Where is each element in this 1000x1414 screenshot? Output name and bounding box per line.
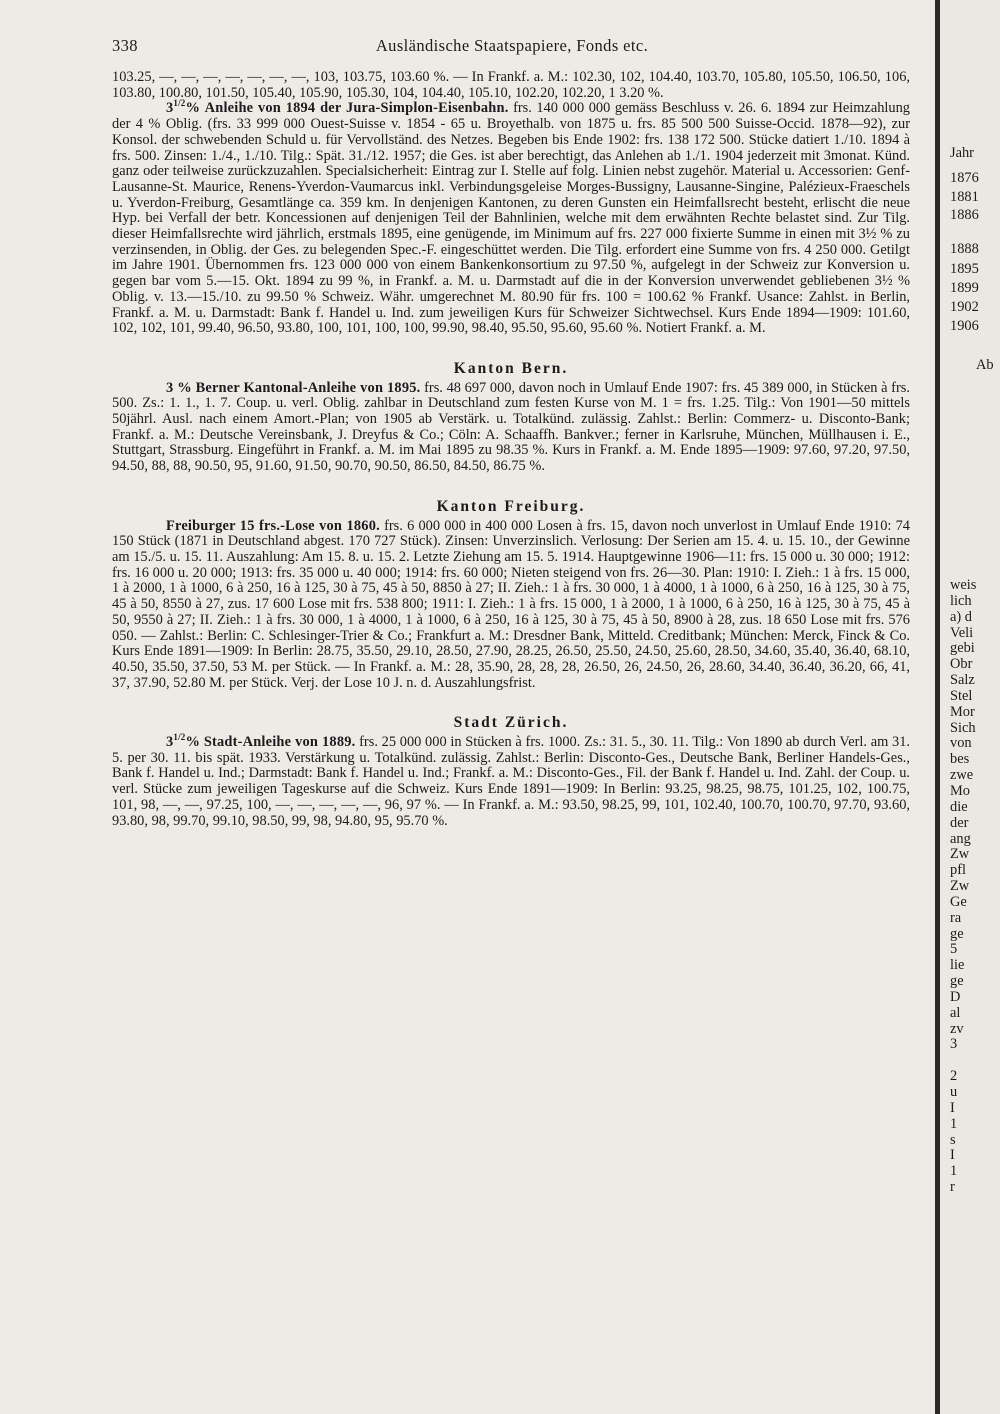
margin-fragment: Mor [950, 703, 975, 720]
intro-paragraph: 103.25, —, —, —, —, —, —, —, 103, 103.75, 103.60 %. — In Frankf. a. M.: 102.30, 102, 104.40, 103.70, 105.80, 105.50, 106.50, 106, 103.80, 100.80, 101.50, 105.40, 105.90, 105.30, 104, 104.40, 105.10, 102.20, 102.20, 1 3.20 %. [112, 69, 910, 101]
margin-fragment: Zw [950, 878, 970, 895]
margin-fragment: u [950, 1084, 958, 1100]
bern-prefix: 3 % [166, 379, 192, 396]
margin-fragment: al [950, 1004, 961, 1021]
bern-title: Berner Kantonal-Anleihe von 1895. [195, 379, 421, 396]
margin-ab: Ab [976, 357, 994, 373]
freiburg-text: frs. 6 000 000 in 400 000 Losen à frs. 15, davon noch unverlost in Umlauf Ende 1910: 74 150 Stück (1871 in Deutschland abgest. 170 727 Stück). Zinsen: Unverzinslich. Verlosung: Der Serien am 15. 4. u. 15. 10., der Gewinne am 15./5. u. 15. 11. Auszahlung: Am 15. 8. u. 15. 2. Letzte Ziehung am 15. 5. 1914. Hauptgewinne 1906—11: frs. 15 000 u. 30 000; 1912: frs. 16 000 u. 20 000; 1913: frs. 35 000 u. 40 000; 1914: frs. 60 000; Nieten steigend von frs. 26—30. Plan: 1910: I. Zieh.: 1 à frs. 15 000, 1 à 2000, 1 à 1000, 6 à 250, 16 à 125, 30 à 75, 45 à 50, 8850 à 27; II. Zieh.: 1 à frs. 30 000, 1 à 4000, 1 à 1000, 6 à 250, 16 à 125, 30 à 75, 45 à 50, 8550 à 27, zus. 17 600 Lose mit frs. 538 800; 1911: I. Zieh.: 1 à frs. 15 000, 1 à 2000, 1 à 1000, 6 à 250, 16 à 125, 30 à 75, 45 à 50, 9550 à 27; II. Zieh.: 1 à frs. 30 000, 1 à 4000, 1 à 1000, 6 à 250, 16 à 125, 30 à 75, 45 à 50, 8900 à 28, zus. 18 650 Lose mit frs. 576 050. — Zahlst.: Berlin: C. Schlesinger-Trier & Co.; Frankfurt a. M.: Dresdner Bank, Mitteld. Creditbank; München: Merck, Finck & Co. Kurs Ende 1891—1909: In Berlin: 28.75, 35.50, 29.10, 28.50, 27.90, 28.25, 26.50, 25.50, 24.50, 25.60, 28.50, 34.60, 35.40, 36.40, 68.10, 40.50, 35.50, 37.50, 53 M. per Stück. — In Frankf. a. M.: 28, 35.90, 28, 28, 28, 26.50, 26, 24.50, 26, 28.60, 34.40, 36.40, 36.20, 66, 41, 37, 37.90, 52.80 M. per Stück. Verj. der Lose 10 J. n. d. Auszahlungsfrist. [112, 517, 910, 691]
margin-fragment: I [950, 1099, 955, 1116]
margin-fragment: bes [950, 751, 970, 768]
margin-fragment: die [950, 798, 968, 815]
adjacent-page-fragment [946, 0, 1000, 1414]
margin-fragment: Stel [950, 687, 973, 704]
margin-fragment: r [950, 1179, 955, 1196]
jura-title: Anleihe von 1894 der Jura-Simplon-Eisenbahn. [204, 100, 509, 117]
zuerich-entry [112, 732, 910, 829]
margin-fragment: Veli [950, 624, 974, 641]
margin-fragment: Mo [950, 782, 970, 799]
section-heading-freiburg: Kanton Freiburg. [436, 497, 586, 515]
margin-fragment: Salz [950, 672, 975, 689]
margin-year: 1895 [950, 261, 979, 277]
margin-fragment: pfl [950, 862, 966, 879]
margin-fragment: ge [950, 973, 964, 990]
jura-text: frs. 140 000 000 gemäss Beschluss v. 26. 6. 1894 zur Heimzahlung der 4 % Oblig. (frs. 33 999 000 Ouest-Suisse v. 1854 - 65 u. Broyethalb. von 1875 u. frs. 85 500 500 Suisse-Occid. 1878—92), zur Konsol. der schwebenden Schuld u. für Vervollständ. des Netzes. Begeben bis Ende 1902: frs. 138 172 500. Stücke datiert 1./10. 1894 à frs. 500. Zinsen: 1./4., 1./10. Tilg.: Spät. 31./12. 1957; die Ges. ist aber berechtigt, das Anlehen ab 1./1. 1904 jederzeit mit 3monat. Künd. ganz oder teilweise zurückzuzahlen. Specialsicherheit: Eintrag zur I. Stelle auf folg. Linien nebst zugehör. Material u. Accessorien: Genf-Lausanne-St. Maurice, Renens-Yverdon-Vaumarcus inkl. Verbindungsgeleise Morges-Bussigny, Lausanne-Singine, Palézieux-Fraeschels u. Yverdon-Freiburg, Gesamtlänge ca. 359 km. In denjenigen Kantonen, zu deren Gunsten ein Heimfallsrecht besteht, erlischt die neue Hyp. bei Verfall der betr. Koncessionen auf denjenigen Teil der Bahnlinien, welche mit dem erwähnten Rechte belastet sind. Zur Tilg. dieser Heimfallsrechte wird jährlich, erstmals 1895, eine genügende, im Minimum auf frs. 227 000 fixierte Summe in einen mit 3½ % zu verzinsenden, in Oblig. der Ges. zu belegenden Spec.-F. eingeschüttet werden. Die Tilg. erfordert eine Summe von frs. 4 250 000. Getilgt im Jahre 1901. Übernommen frs. 123 000 000 von einem Bankenkonsortium zu 97.50 %, aufgelegt in der Schweiz zur Konversion u. gegen bar vom 5.—15. Okt. 1894 zu 99 %, in Frankf. a. M. u. Darmstadt auf die in der Konversion unverwendet gebliebenen 3½ % Oblig. v. 13.—15./10. zu 99.50 % Schweiz. Währ. umgerechnet M. 80.90 für frs. 100 = 100.62 % Frankf. Usance: Zahlst. in Berlin, Frankf. a. M. u. Darmstadt: Bank f. Handel u. Ind. zum jeweiligen Kurs für Schweizer Sichtwechsel. Kurs Ende 1894—1909: 101.60, 102, 102, 101, 99.40, 96.50, 93.80, 100, 101, 100, 100, 99.90, 98.40, 95.50, 95.60, 95.60 %. Notiert Frankf. a. M. [112, 100, 910, 337]
margin-fragment: 1 [950, 1163, 958, 1180]
jura-entry [112, 98, 910, 337]
margin-fragment: Sich [950, 719, 976, 736]
margin-fragment: D [950, 988, 961, 1005]
binding-edge [935, 0, 940, 1414]
page-header [112, 36, 912, 60]
margin-fragment: zwe [950, 767, 974, 784]
margin-jahr-label: Jahr [950, 145, 974, 161]
page-number: 338 [112, 36, 138, 55]
zuerich-text: frs. 25 000 000 in Stücken à frs. 1000. Zs.: 31. 5., 30. 11. Tilg.: Von 1890 ab durch Verl. am 31. 5. per 30. 11. bis spät. 1933. Verstärkung u. Totalkünd. zulässig. Zahlst.: Berlin: Disconto-Ges., Deutsche Bank, Berliner Handels-Ges., Bank f. Handel u. Ind.; Darmstadt: Bank f. Handel u. Ind.; Frankf. a. M.: Disconto-Ges., Fil. der Bank f. Handel u. Ind. Zahl. der Coup. u. verl. Stücke zum jeweiligen Tageskurse auf die Schweiz. Kurs Ende 1891—1909: In Berlin: 93.25, 98.25, 98.75, 101.25, 102, 100.75, 101, 98, —, —, 97.25, 100, —, —, —, —, —, 96, 97 %. — In Frankf. a. M.: 93.50, 98.25, 99, 101, 102.40, 100.70, 100.70, 97.70, 93.60, 93.80, 98, 99.70, 99.10, 98.50, 99, 98, 94.80, 95, 95.70 %. [112, 734, 910, 829]
margin-year: 1881 [950, 189, 979, 205]
margin-year: 1899 [950, 280, 979, 296]
margin-fragment: I [950, 1147, 955, 1164]
margin-fragment: von [950, 735, 972, 752]
margin-fragment: lich [950, 592, 972, 609]
margin-year: 1888 [950, 241, 979, 257]
section-heading-zuerich: Stadt Zürich. [453, 714, 569, 732]
bern-text: frs. 48 697 000, davon noch in Umlauf Ende 1907: frs. 45 389 000, in Stücken à frs. 500. Zs.: 1. 1., 1. 7. Coup. u. verl. Oblig. zahlbar in Deutschland zum festen Kurse von M. 1 = frs. 1.25. Tilg.: Von 1901—50 mittels 50jährl. Ausl. nach einem Amort.-Plan; von 1905 ab Verstärk. u. Totalkünd. zulässig. Zahlst.: Berlin: Commerz- u. Disconto-Bank; Frankf. a. M.: Deutsche Vereinsbank, J. Dreyfus & Co.; Cöln: A. Schaaffh. Bankver.; ferner in Karlsruhe, München, Müllhausen i. E., Stuttgart, Strassburg. Eingeführt in Frankf. a. M. im Mai 1895 zu 98.35 %. Kurs in Frankf. a. M. Ende 1895—1909: 97.60, 97.20, 97.50, 94.50, 88, 88, 90.50, 95, 91.60, 91.50, 90.70, 90.50, 86.50, 84.50, 86.75 %. [112, 379, 910, 475]
margin-fragment: weis [950, 577, 977, 593]
margin-fragment: 5 [950, 941, 958, 958]
margin-fragment: zv [950, 1020, 964, 1037]
bern-entry [112, 381, 910, 475]
margin-fragment: 2 [950, 1068, 958, 1085]
margin-fragment: gebi [950, 640, 975, 657]
zuerich-title: Stadt-Anleihe von 1889. [203, 734, 356, 751]
margin-year: 1886 [950, 207, 979, 223]
margin-fragment: lie [950, 957, 965, 974]
margin-year: 1902 [950, 299, 979, 315]
zuerich-prefix: $3^{1/2}\%$ [166, 732, 201, 751]
margin-fragment-column [950, 578, 976, 1196]
page-body [112, 70, 910, 829]
margin-fragment [950, 1053, 976, 1069]
margin-fragment: Obr [950, 656, 973, 673]
margin-fragment: 3 [950, 1036, 958, 1053]
freiburg-title: Freiburger 15 frs.-Lose von 1860. [166, 517, 380, 534]
margin-year: 1906 [950, 318, 979, 334]
margin-fragment: ang [950, 830, 971, 847]
jura-prefix: $3^{1/2}\%$ [166, 98, 201, 117]
margin-fragment: s [950, 1131, 956, 1148]
margin-fragment: a) d [950, 608, 972, 625]
margin-fragment: Ge [950, 893, 967, 910]
margin-fragment: der [950, 814, 969, 831]
margin-fragment: 1 [950, 1115, 958, 1132]
section-heading-bern: Kanton Bern. [453, 359, 569, 377]
margin-fragment: ge [950, 925, 964, 942]
margin-year: 1876 [950, 170, 979, 186]
running-title: Ausländische Staatspapiere, Fonds etc. [375, 36, 649, 55]
margin-fragment: Zw [950, 846, 970, 863]
freiburg-entry [112, 519, 910, 692]
margin-fragment: ra [950, 909, 962, 926]
